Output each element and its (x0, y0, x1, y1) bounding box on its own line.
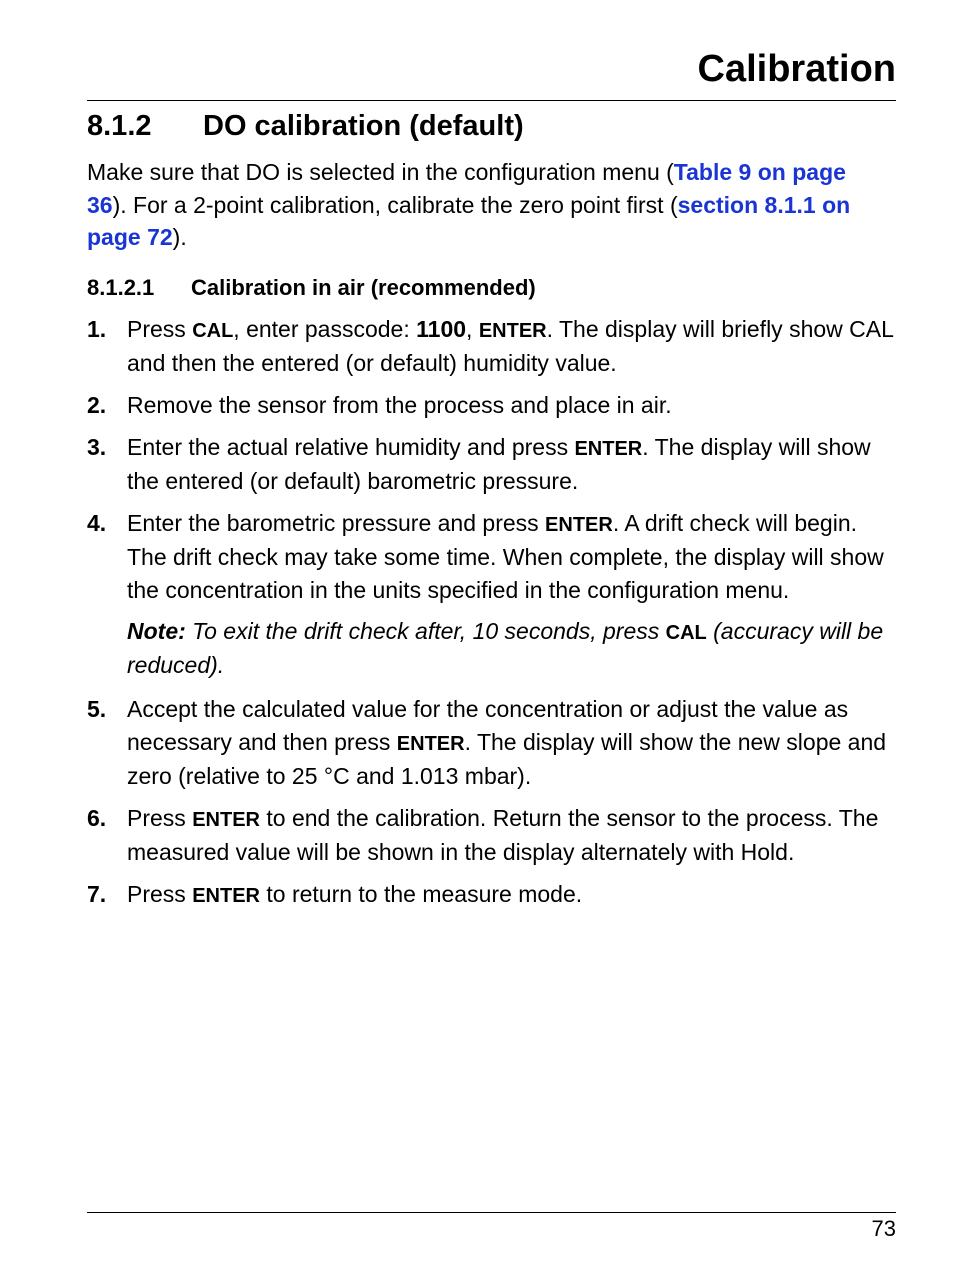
calibration-steps (87, 313, 897, 922)
section-8-1-1-link[interactable]: section 8.1.1 on page 72 (87, 191, 851, 250)
step-text: Press (127, 316, 193, 342)
page-header (87, 44, 896, 101)
enter-key-label: ENTER (192, 808, 260, 831)
step-5 (87, 693, 897, 792)
enter-key-label: ENTER (396, 732, 465, 755)
step-text: . A drift check will begin. The drift check may take some time. When complete, the display will show the concentration in the units specified in the configuration menu. (127, 509, 884, 603)
page-footer (87, 1212, 896, 1241)
step-3 (87, 431, 897, 498)
section-title: DO calibration (default) (203, 110, 524, 142)
enter-key-label: ENTER (478, 320, 547, 342)
step-text: Press (127, 804, 193, 831)
page-number: 73 (871, 1216, 896, 1241)
table-9-link[interactable]: Table 9 on page 36 (87, 159, 846, 218)
enter-key-label: ENTER (545, 513, 613, 536)
step-text: Enter the barometric pressure and press (127, 509, 546, 536)
cal-key-label: CAL (665, 621, 707, 644)
step-number: 5. (87, 696, 107, 723)
intro-text: ). For a 2-point calibration, calibrate the zero point first ( (112, 191, 678, 218)
enter-key-label: ENTER (574, 437, 643, 460)
subsection-number: 8.1.2.1 (87, 275, 155, 300)
step-number: 6. (87, 804, 107, 831)
step-text: , enter passcode: (233, 316, 417, 342)
step-2 (87, 389, 897, 421)
step-text: to return to the measure mode. (259, 880, 583, 907)
passcode: 1100 (416, 316, 467, 342)
step-7 (87, 878, 897, 912)
step-number: 1. (87, 316, 107, 342)
intro-text: Make sure that DO is selected in the configuration menu ( (87, 159, 674, 185)
section-heading (87, 108, 524, 144)
step-4 (87, 507, 897, 681)
step-number: 3. (87, 433, 107, 460)
step-number: 2. (87, 392, 107, 419)
step-text: . The display will show the entered (or default) barometric pressure. (127, 433, 871, 495)
chapter-title: Calibration (697, 48, 896, 90)
cal-key-label: CAL (192, 320, 234, 342)
note-text: To exit the drift check after, 10 seconds, press (185, 617, 666, 644)
enter-key-label: ENTER (192, 884, 260, 907)
step-6 (87, 802, 897, 869)
note (127, 615, 897, 682)
step-text: Remove the sensor from the process and place in air. (127, 392, 672, 419)
subsection-title: Calibration in air (recommended) (191, 275, 536, 300)
note-text: (accuracy will be reduced). (127, 617, 884, 679)
step-text: , (466, 316, 479, 342)
step-text: . The display will show the new slope and zero (relative to 25 °C and 1.013 mbar). (127, 728, 887, 790)
note-label: Note: (127, 617, 186, 644)
step-text: to end the calibration. Return the sensor to the process. The measured value will be shown in the display alternately with Hold. (127, 804, 879, 866)
intro-text: ). (172, 224, 187, 250)
step-text: Enter the actual relative humidity and press (127, 433, 575, 460)
step-number: 4. (87, 509, 107, 536)
section-number: 8.1.2 (87, 110, 152, 142)
step-1 (87, 313, 897, 380)
subsection-heading (87, 273, 536, 303)
step-text: Accept the calculated value for the concentration or adjust the value as necessary and then press (127, 696, 849, 755)
intro-paragraph (87, 156, 887, 254)
step-number: 7. (87, 880, 107, 907)
step-text: . The display will briefly show CAL and then the entered (or default) humidity value. (127, 316, 894, 377)
step-text: Press (127, 880, 193, 907)
